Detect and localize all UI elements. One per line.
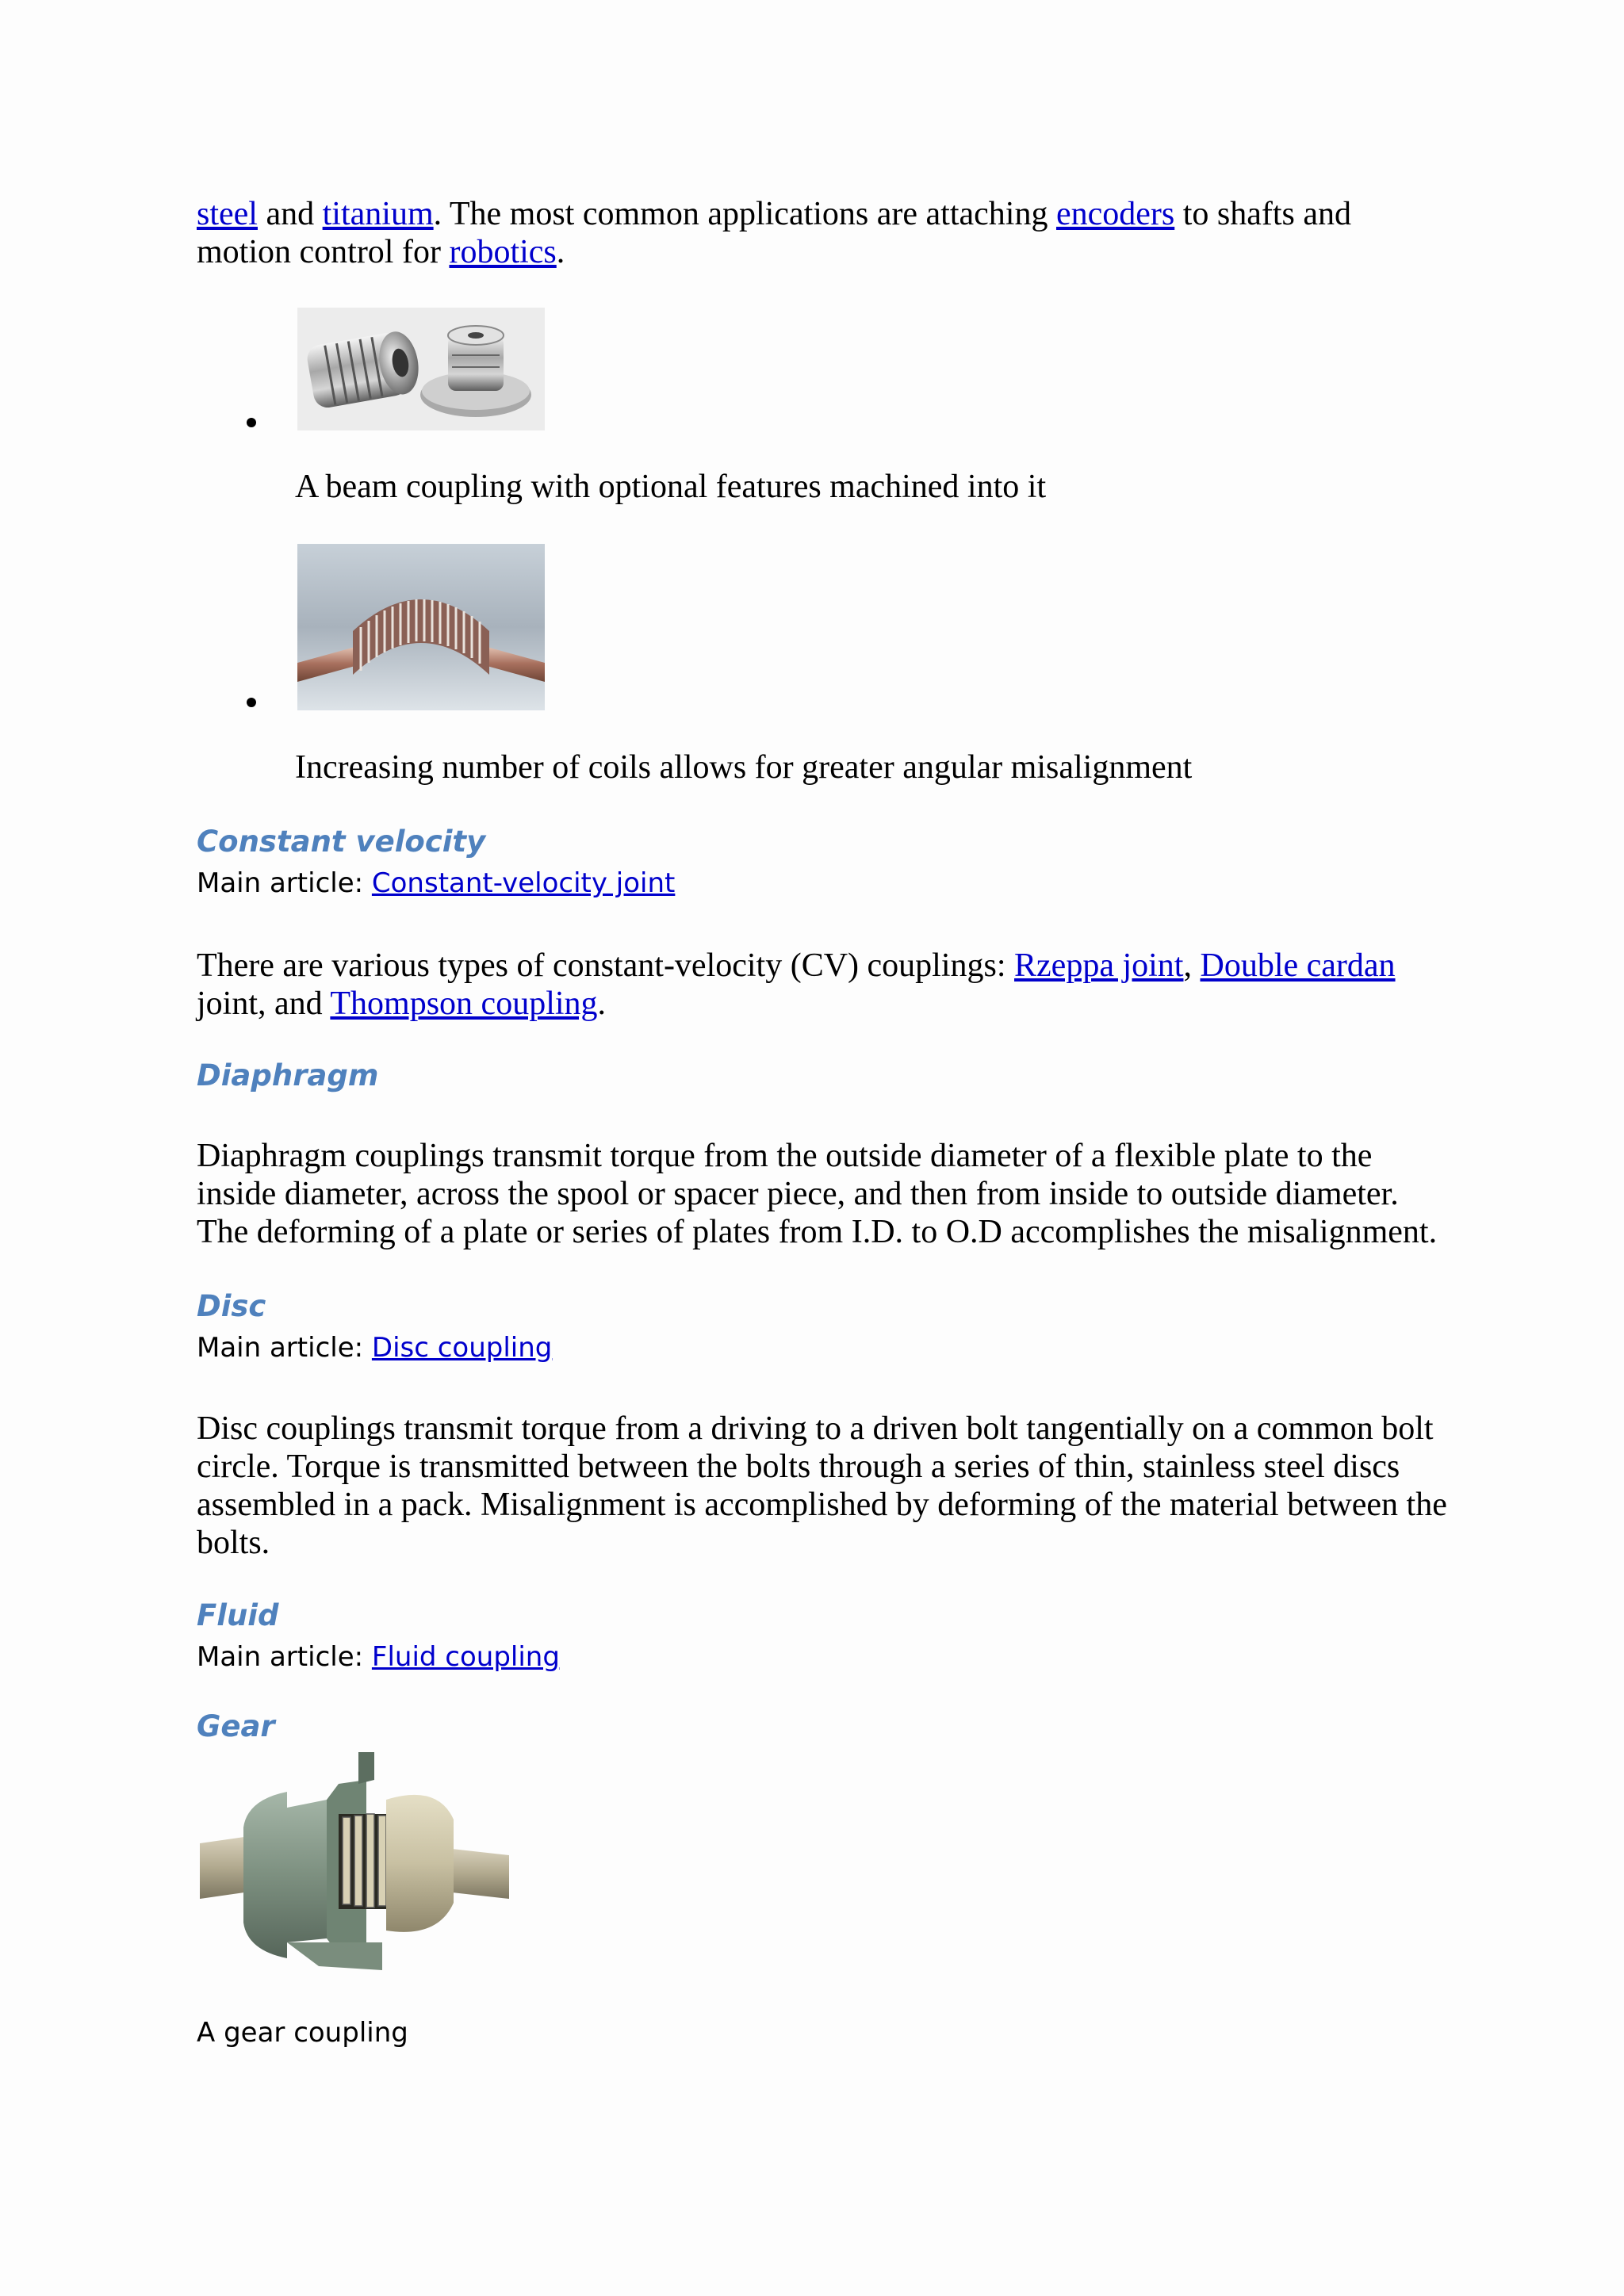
gear-coupling-image bbox=[200, 1752, 509, 1982]
bullet-1 bbox=[247, 418, 256, 427]
link-constant-velocity-joint[interactable]: Constant-velocity joint bbox=[371, 867, 676, 899]
disc-line-1: Disc couplings transmit torque from a driving to a driven bolt tangentially on a common bolt bbox=[197, 1410, 1434, 1447]
disc-line-2: circle. Torque is transmitted between the bolts through a series of thin, stainless steel discs bbox=[197, 1448, 1400, 1485]
beam-coupling-illustration bbox=[297, 308, 545, 430]
link-steel[interactable]: steel bbox=[197, 196, 258, 232]
link-encoders[interactable]: encoders bbox=[1055, 196, 1175, 232]
disc-line-3: assembled in a pack. Misalignment is accomplished by deforming of the material between the bbox=[197, 1487, 1447, 1523]
caption-gear-coupling: A gear coupling bbox=[197, 2017, 408, 2049]
text-and: and bbox=[257, 196, 323, 232]
bullet-2 bbox=[247, 698, 256, 707]
main-article-label: Main article: bbox=[197, 867, 372, 899]
heading-fluid: Fluid bbox=[197, 1598, 279, 1632]
link-disc-coupling[interactable]: Disc coupling bbox=[371, 1332, 553, 1364]
diaphragm-line-3: The deforming of a plate or series of plates from I.D. to O.D accomplishes the misalignment. bbox=[197, 1214, 1438, 1250]
heading-diaphragm: Diaphragm bbox=[197, 1058, 379, 1093]
link-robotics[interactable]: robotics bbox=[449, 234, 557, 270]
heading-constant-velocity: Constant velocity bbox=[197, 825, 486, 859]
disc-line-4: bolts. bbox=[197, 1525, 270, 1561]
cv-paragraph bbox=[197, 947, 1465, 1023]
cv-text-start: There are various types of constant-velocity (CV) couplings: bbox=[197, 947, 1015, 984]
text-to-shafts: to shafts and bbox=[1174, 196, 1352, 232]
main-article-disc bbox=[197, 1332, 552, 1364]
link-thompson-coupling[interactable]: Thompson coupling bbox=[330, 985, 598, 1022]
main-article-fluid bbox=[197, 1641, 560, 1673]
intro-line-2 bbox=[197, 233, 1465, 271]
disc-paragraph bbox=[197, 1410, 1505, 1562]
diaphragm-line-1: Diaphragm couplings transmit torque from the outside diameter of a flexible plate to the bbox=[197, 1138, 1373, 1174]
cv-line-2 bbox=[197, 985, 1465, 1023]
link-titanium[interactable]: titanium bbox=[322, 196, 434, 232]
cv-text-joint-and: joint, and bbox=[197, 985, 331, 1022]
main-article-label: Main article: bbox=[197, 1332, 372, 1364]
beam-coupling-image bbox=[297, 308, 545, 430]
diaphragm-paragraph bbox=[197, 1137, 1505, 1251]
caption-coil-coupling: Increasing number of coils allows for greater angular misalignment bbox=[295, 749, 1193, 786]
link-double-cardan[interactable]: Double cardan bbox=[1200, 947, 1396, 984]
coil-coupling-illustration bbox=[297, 544, 545, 710]
text-motion-control: motion control for bbox=[197, 234, 450, 270]
intro-line-1 bbox=[197, 195, 1465, 233]
cv-line-1 bbox=[197, 947, 1465, 985]
caption-beam-coupling: A beam coupling with optional features machined into it bbox=[295, 469, 1047, 505]
link-fluid-coupling[interactable]: Fluid coupling bbox=[371, 1641, 560, 1673]
heading-disc: Disc bbox=[197, 1289, 266, 1323]
gear-coupling-illustration bbox=[200, 1752, 509, 1982]
cv-text-end: . bbox=[597, 985, 607, 1022]
link-rzeppa-joint[interactable]: Rzeppa joint bbox=[1014, 947, 1184, 984]
main-article-cv bbox=[197, 867, 675, 899]
intro-paragraph bbox=[197, 195, 1465, 271]
coil-coupling-image bbox=[297, 544, 545, 710]
diaphragm-line-2: inside diameter, across the spool or spacer piece, and then from inside to outside diameter. bbox=[197, 1176, 1399, 1212]
text-period: . bbox=[556, 234, 565, 270]
heading-gear: Gear bbox=[197, 1709, 275, 1743]
text-applications: . The most common applications are attaching bbox=[433, 196, 1056, 232]
main-article-label: Main article: bbox=[197, 1641, 372, 1673]
cv-text-comma: , bbox=[1183, 947, 1201, 984]
